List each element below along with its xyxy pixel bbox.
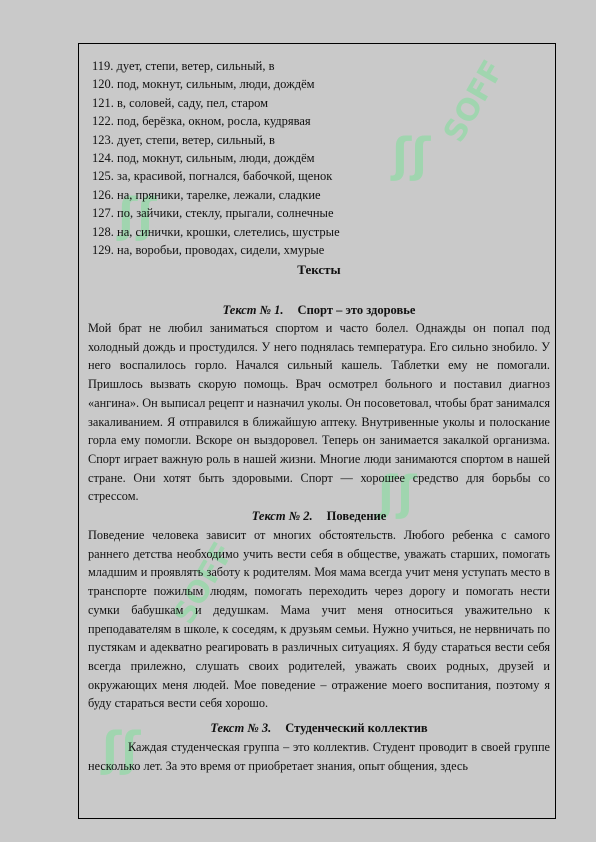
text-title: Спорт – это здоровье	[297, 303, 416, 317]
list-item: 121. в, соловей, саду, пел, старом	[92, 95, 269, 110]
phrase-list	[92, 57, 340, 259]
text-body: Поведение человека зависит от многих обстоятельств. Любого ребенка с самого раннего детства необходимо учить вести себя в обществе, уважать старших, помогать младшим и проявлять заботу к родителям. Моя мама всегда учит меня уступать место в транспорте пожилым людям, помогать переходить через дорогу и помогать нести сумки бабушкам и дедушкам. Мама учит меня относиться уважительно к преподавателям в школе, к соседям, к друзьям семьи. Нужно учиться, не нервничать по пустякам и адекватно реагировать в различных ситуациях. Я буду стараться вести себя всегда прилежно, слушать своих родителей, уважать своих родных, друзей и окружающих меня людей. Мое поведение – отражение моего воспитания, поэтому я буду стараться вести себя хорошо.	[88, 528, 550, 711]
list-item: 128. на, синички, крошки, слетелись, шустрые	[92, 224, 340, 239]
list-item: 124. под, мокнут, сильным, люди, дождём	[92, 151, 315, 166]
text-number: Текст № 2.	[251, 509, 313, 523]
text-heading	[88, 721, 550, 736]
watermark-text: SOFF	[166, 536, 242, 631]
list-item: 129. на, воробьи, проводах, сидели, хмурые	[92, 243, 325, 258]
watermark-logo: ʃʃ	[102, 722, 141, 776]
list-item: 123. дует, степи, ветер, сильный, в	[92, 132, 275, 147]
text-number: Текст № 1.	[222, 303, 284, 317]
list-item: 125. за, красивой, погнался, бабочкой, щенок	[92, 169, 333, 184]
watermark-text: SOFF	[436, 54, 512, 149]
list-item: 126. на, пряники, тарелке, лежали, сладкие	[92, 187, 321, 202]
text-body: Мой брат не любил заниматься спортом и часто болел. Однажды он попал под холодный дождь и простудился. У него поднялась температура. Его сильно знобило. У него воспалилось горло. Начался сильный кашель. Таблетки ему не помогали. Пришлось вызвать скорую помощь. Врач осмотрел больного и поставил диагноз «ангина». Он выписал рецепт и назначил уколы. Он посоветовал, чтобы брат занимался закаливанием. Я отправился в ближайшую аптеку. Внутривенные уколы и полоскание горла ему помогли. Вскоре он выздоровел. Теперь он занимается закалкой организма. Спорт играет важную роль в нашей жизни. Многие люди занимаются спортом в нашей стране. Они хотят быть здоровыми. Спорт — хорошее средство для борьбы со стрессом.	[88, 321, 550, 504]
list-item: 119. дует, степи, ветер, сильный, в	[92, 59, 275, 73]
watermark-logo: ʃʃ	[118, 188, 157, 242]
text-number: Текст № 3.	[210, 721, 272, 735]
text-body: Каждая студенческая группа – это коллектив. Студент проводит в своей группе несколько лет. За это время от приобретает знания, опыт общения, здесь	[88, 740, 550, 773]
watermark-logo: ʃʃ	[392, 128, 431, 182]
section-title: Тексты	[297, 262, 341, 277]
text-title: Студенческий коллектив	[285, 721, 428, 735]
text-heading	[88, 509, 550, 524]
watermark-logo: ʃʃ	[378, 466, 417, 520]
text-title: Поведение	[326, 509, 387, 523]
list-item: 122. под, берёзка, окном, росла, кудрявая	[92, 114, 311, 129]
list-item: 120. под, мокнут, сильным, люди, дождём	[92, 77, 315, 92]
list-item: 127. по, зайчики, стеклу, прыгали, солнечные	[92, 206, 334, 221]
text-heading	[88, 303, 550, 318]
